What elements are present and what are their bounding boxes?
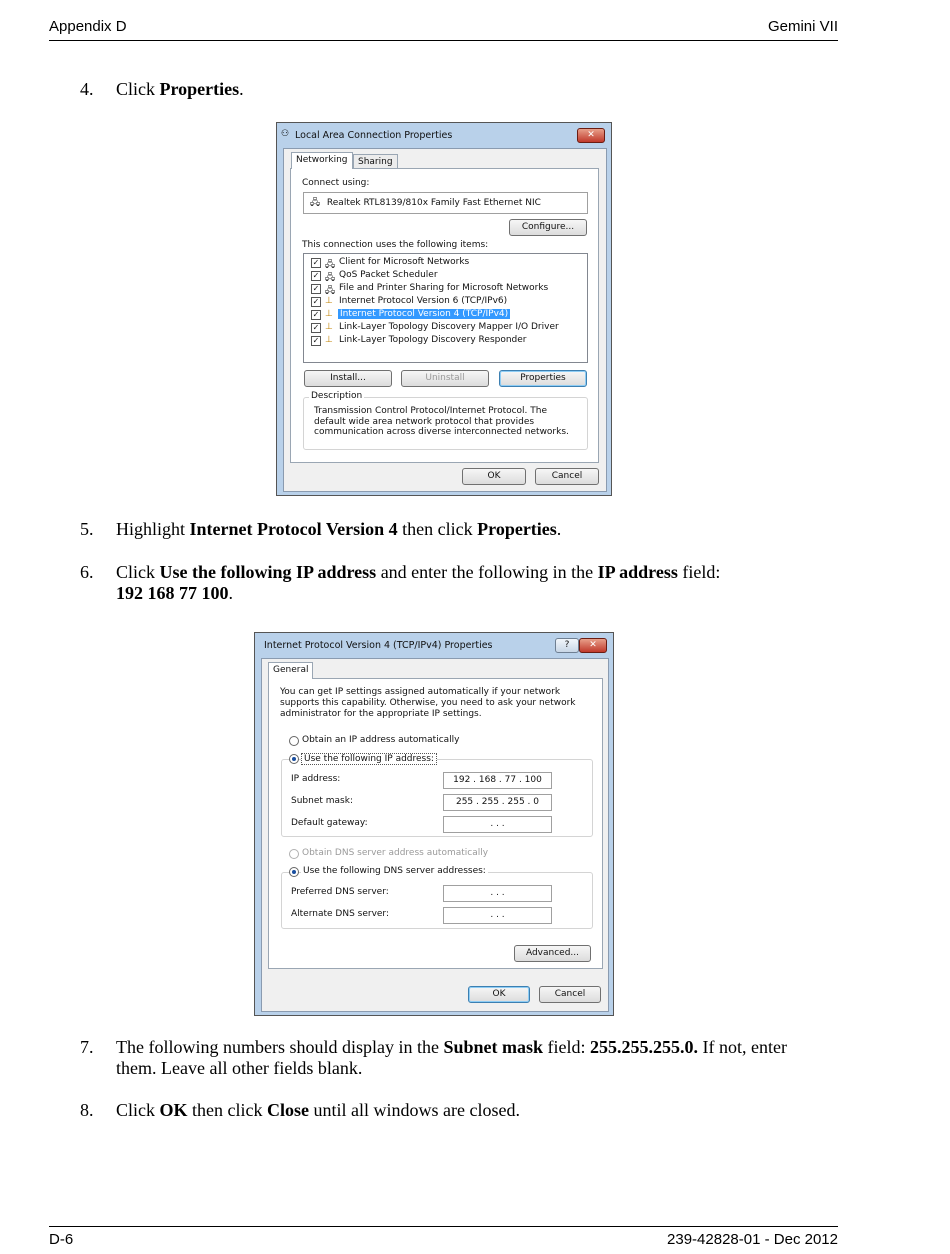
item-checkbox[interactable]: ✓: [312, 271, 320, 280]
header-left: Appendix D: [49, 18, 127, 35]
ok-button[interactable]: OK: [468, 986, 530, 1003]
protocol-icon: ⊥: [325, 322, 333, 332]
obtain-ip-label[interactable]: Obtain an IP address automatically: [302, 735, 460, 745]
subnet-mask-field[interactable]: 255 . 255 . 255 . 0: [443, 794, 552, 811]
item-checkbox[interactable]: ✓: [312, 323, 320, 332]
protocol-icon: ⊥: [325, 296, 333, 306]
configure-button[interactable]: Configure...: [509, 219, 587, 236]
advanced-button[interactable]: Advanced...: [514, 945, 591, 962]
alternate-dns-field[interactable]: . . .: [443, 907, 552, 924]
description-group: [303, 391, 588, 450]
item-checkbox[interactable]: ✓: [312, 336, 320, 345]
ok-button[interactable]: OK: [462, 468, 526, 485]
obtain-dns-radio[interactable]: [289, 849, 299, 859]
items-list[interactable]: ✓ 🖧 Client for Microsoft Networks ✓ 🖧 QoS Packet Scheduler ✓ 🖧 File and Printer Sharing for Microsoft Networks ✓ ⊥ Internet Protocol Version 6 (TCP/IPv6) ✓ ⊥ Internet Protocol Version 4 (TCP/IPv4) ✓ ⊥ Link-Layer Topology Discovery Mapper I/O Driver ✓ ⊥ Link-Layer Topology Discovery Responder: [303, 253, 588, 363]
adapter-icon: 🖧: [310, 198, 321, 208]
network-icon: ⚇: [281, 129, 290, 139]
tab-networking[interactable]: Networking: [291, 152, 353, 169]
item-checkbox[interactable]: ✓: [312, 284, 320, 293]
preferred-dns-label: Preferred DNS server:: [291, 887, 389, 897]
service-icon: 🖧: [325, 286, 336, 296]
item-checkbox[interactable]: ✓: [312, 310, 320, 319]
use-dns-label[interactable]: Use the following DNS server addresses:: [303, 866, 486, 876]
intro-text: You can get IP settings assigned automatically if your network supports this capability. Otherwise, you need to ask your network administrator for the appropriate IP settings.: [280, 687, 576, 719]
use-dns-radio[interactable]: [289, 867, 299, 877]
header-right: Gemini VII: [767, 18, 838, 35]
dialog-titlebar: [259, 636, 609, 654]
protocol-icon: ⊥: [325, 335, 333, 345]
client-icon: 🖧: [325, 260, 336, 270]
uninstall-button[interactable]: Uninstall: [401, 370, 489, 387]
dialog-title: Internet Protocol Version 4 (TCP/IPv4) Properties: [264, 640, 493, 651]
default-gateway-label: Default gateway:: [291, 818, 368, 828]
properties-button[interactable]: Properties: [499, 370, 587, 387]
cancel-button[interactable]: Cancel: [539, 986, 601, 1003]
item-checkbox[interactable]: ✓: [312, 258, 320, 267]
page-number: D-6: [49, 1231, 74, 1248]
use-ip-radio[interactable]: [289, 754, 299, 764]
items-label: This connection uses the following items:: [302, 240, 489, 250]
preferred-dns-field[interactable]: . . .: [443, 885, 552, 902]
dialog-titlebar: [281, 126, 607, 144]
subnet-mask-label: Subnet mask:: [291, 796, 353, 806]
page-header: [49, 18, 838, 41]
install-button[interactable]: Install...: [304, 370, 392, 387]
dialog-body: [261, 658, 609, 1012]
dialog-body: [283, 148, 607, 492]
help-button[interactable]: ?: [555, 638, 579, 653]
ip-address-field[interactable]: 192 . 168 . 77 . 100: [443, 772, 552, 789]
default-gateway-field[interactable]: . . .: [443, 816, 552, 833]
obtain-dns-label[interactable]: Obtain DNS server address automatically: [302, 848, 489, 858]
alternate-dns-label: Alternate DNS server:: [291, 909, 390, 919]
ip-address-label: IP address:: [291, 774, 341, 784]
item-checkbox[interactable]: ✓: [312, 297, 320, 306]
page-footer: [49, 1226, 838, 1251]
service-icon: 🖧: [325, 273, 336, 283]
ipv4-properties-dialog: [254, 632, 614, 1016]
connect-using-label: Connect using:: [302, 178, 370, 188]
adapter-name: Realtek RTL8139/810x Family Fast Ethernet NIC: [326, 198, 541, 208]
adapter-field: [303, 192, 588, 214]
dialog-title: Local Area Connection Properties: [295, 130, 453, 141]
cancel-button[interactable]: Cancel: [535, 468, 599, 485]
protocol-icon: ⊥: [325, 309, 333, 319]
close-button[interactable]: ✕: [579, 638, 607, 653]
obtain-ip-radio[interactable]: [289, 736, 299, 746]
document-id: 239-42828-01 - Dec 2012: [667, 1231, 838, 1248]
local-area-connection-dialog: [276, 122, 612, 496]
tab-general[interactable]: General: [268, 662, 313, 679]
use-ip-label[interactable]: Use the following IP address:: [301, 753, 437, 765]
close-button[interactable]: ✕: [577, 128, 605, 143]
networking-panel: [290, 168, 599, 463]
tab-sharing[interactable]: Sharing: [353, 154, 398, 171]
description-label: Description: [311, 391, 363, 401]
description-text: Transmission Control Protocol/Internet Protocol. The default wide area network protocol that provides communication across diverse interconnected networks.: [314, 406, 569, 437]
general-panel: [268, 678, 603, 969]
